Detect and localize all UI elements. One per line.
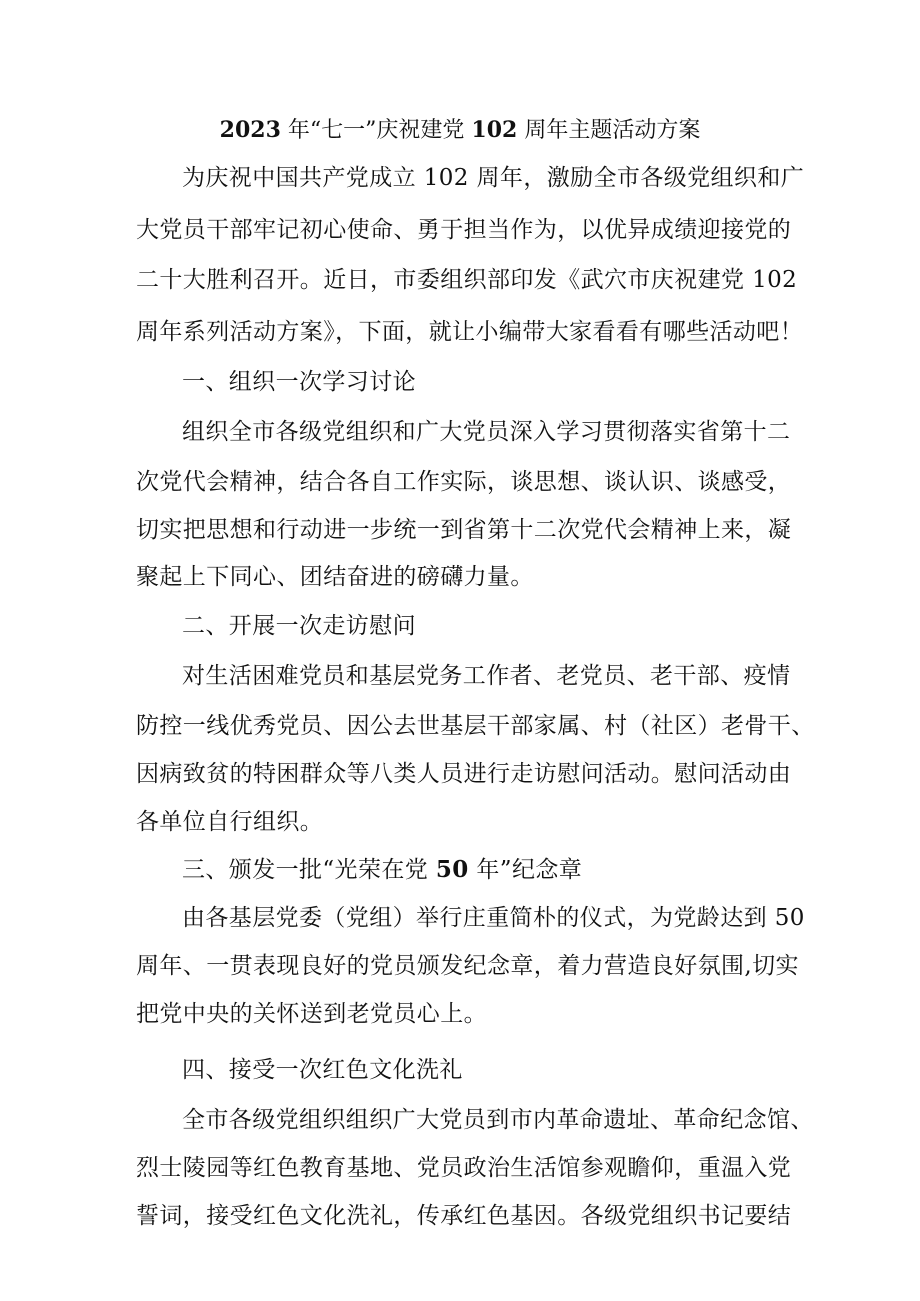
title-number: 102 [471, 117, 518, 143]
section-1-line-4: 聚起上下同心、团结奋进的磅礴力量。 [136, 564, 534, 590]
title-text-1: 年“七一”庆祝建党 [280, 118, 472, 143]
section-3-line-3: 把党中央的关怀送到老党员心上。 [136, 1001, 487, 1027]
title-text-2: 周年主题活动方案 [517, 118, 701, 143]
document-title [0, 110, 920, 151]
intro-line-4: 周年系列活动方案》，下面，就让小编带大家看看有哪些活动吧！ [136, 319, 804, 345]
section-4-heading: 四、接受一次红色文化洗礼 [182, 1057, 463, 1083]
title-year: 2023 [219, 117, 281, 143]
intro-line-3: 二十大胜利召开。近日，市委组织部印发《武穴市庆祝建党 102 [136, 267, 798, 293]
section-3-heading-text-1: 三、颁发一批“光荣在党 [182, 857, 436, 883]
section-3-line-1: 由各基层党委（党组）举行庄重简朴的仪式，为党龄达到 50 [182, 905, 805, 931]
intro-line-1: 为庆祝中国共产党成立 102 周年，激励全市各级党组织和广 [182, 165, 805, 191]
section-2-heading: 二、开展一次走访慰问 [182, 613, 416, 639]
section-3-heading-number: 50 [435, 856, 469, 883]
section-3-heading [182, 850, 582, 890]
section-2-line-2: 防控一线优秀党员、因公去世基层干部家属、村（社区）老骨干、 [136, 713, 815, 739]
section-1-heading: 一、组织一次学习讨论 [182, 369, 416, 395]
section-1-line-2: 次党代会精神，结合各自工作实际，谈思想、谈认识、谈感受， [136, 469, 792, 495]
section-4-line-2: 烈士陵园等红色教育基地、党员政治生活馆参观瞻仰，重温入党 [136, 1155, 792, 1181]
section-2-line-3: 因病致贫的特困群众等八类人员进行走访慰问活动。慰问活动由 [136, 761, 792, 787]
section-1-line-3: 切实把思想和行动进一步统一到省第十二次党代会精神上来，凝 [136, 517, 792, 543]
section-3-heading-text-2: 年”纪念章 [468, 857, 583, 883]
section-2-line-4: 各单位自行组织。 [136, 809, 324, 835]
section-2-line-1: 对生活困难党员和基层党务工作者、老党员、老干部、疫情 [182, 663, 791, 689]
section-3-line-2: 周年、一贯表现良好的党员颁发纪念章，着力营造良好氛围,切实 [136, 953, 799, 979]
section-4-line-3: 誓词，接受红色文化洗礼，传承红色基因。各级党组织书记要结 [136, 1203, 792, 1229]
section-4-line-1: 全市各级党组织组织广大党员到市内革命遗址、革命纪念馆、 [182, 1107, 814, 1133]
section-1-line-1: 组织全市各级党组织和广大党员深入学习贯彻落实省第十二 [182, 419, 791, 445]
intro-line-2: 大党员干部牢记初心使命、勇于担当作为，以优异成绩迎接党的 [136, 217, 792, 243]
